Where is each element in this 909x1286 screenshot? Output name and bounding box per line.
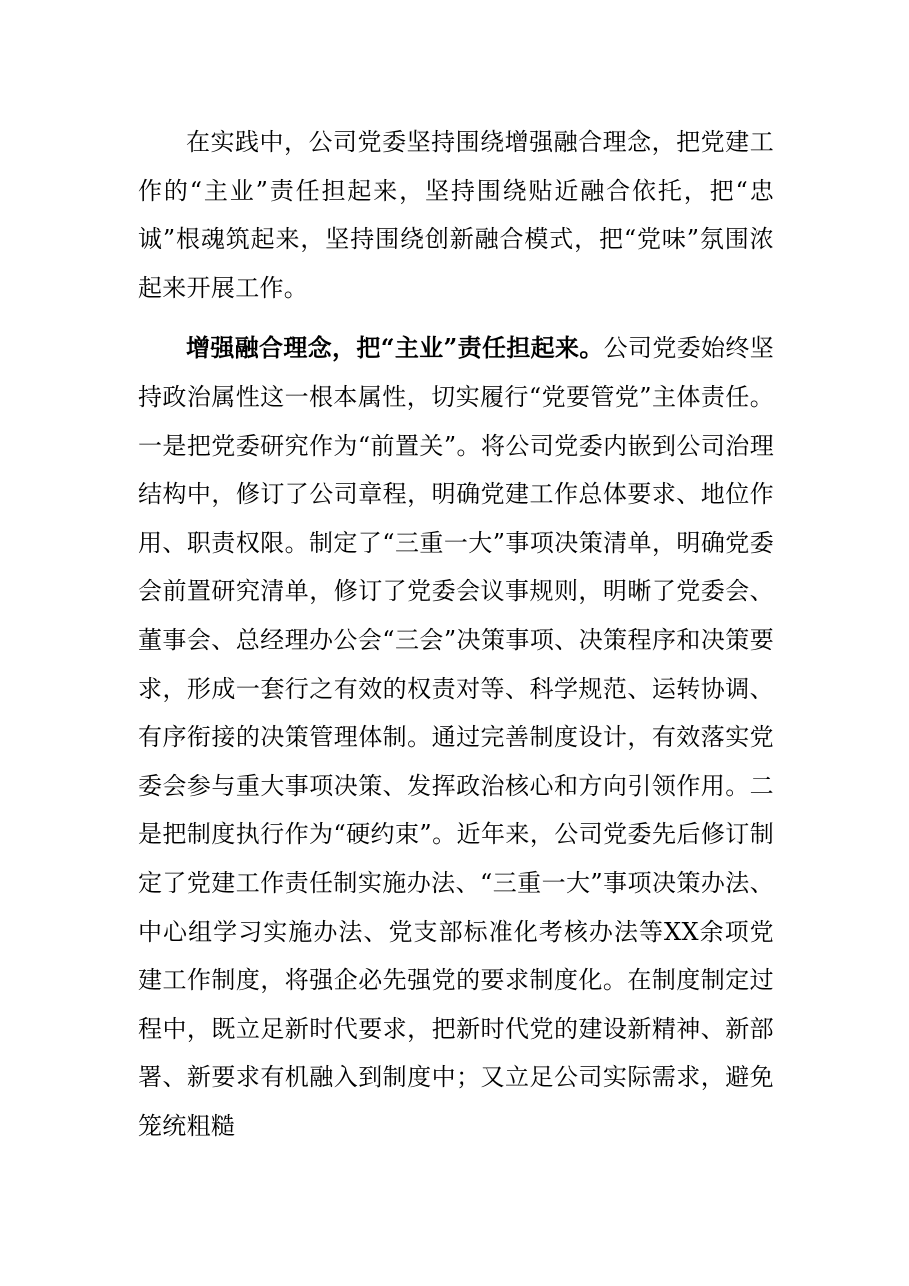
paragraph-section-1: [138, 324, 774, 1150]
paragraph-intro-text: 在实践中，公司党委坚持围绕增强融合理念，把党建工作的“主业”责任担起来，坚持围绕贴近融合依托，把“忠诚”根魂筑起来，坚持围绕创新融合模式，把“党味”氛围浓起来开展工作。: [138, 128, 774, 302]
section-heading: 增强融合理念，把“主业”责任担起来。: [186, 333, 604, 363]
document-body: [138, 118, 774, 1150]
paragraph-intro: [138, 118, 774, 312]
paragraph-section-1-text: 公司党委始终坚持政治属性这一根本属性，切实履行“党要管党”主体责任。一是把党委研究作为“前置关”。将公司党委内嵌到公司治理结构中，修订了公司章程，明确党建工作总体要求、地位作用、职责权限。制定了“三重一大”事项决策清单，明确党委会前置研究清单，修订了党委会议事规则，明晰了党委会、董事会、总经理办公会“三会”决策事项、决策程序和决策要求，形成一套行之有效的权责对等、科学规范、运转协调、有序衔接的决策管理体制。通过完善制度设计，有效落实党委会参与重大事项决策、发挥政治核心和方向引领作用。二是把制度执行作为“硬约束”。近年来，公司党委先后修订制定了党建工作责任制实施办法、“三重一大”事项决策办法、中心组学习实施办法、党支部标准化考核办法等XX余项党建工作制度，将强企必先强党的要求制度化。在制度制定过程中，既立足新时代要求，把新时代党的建设新精神、新部署、新要求有机融入到制度中；又立足公司实际需求，避免笼统粗糙: [138, 334, 774, 1140]
